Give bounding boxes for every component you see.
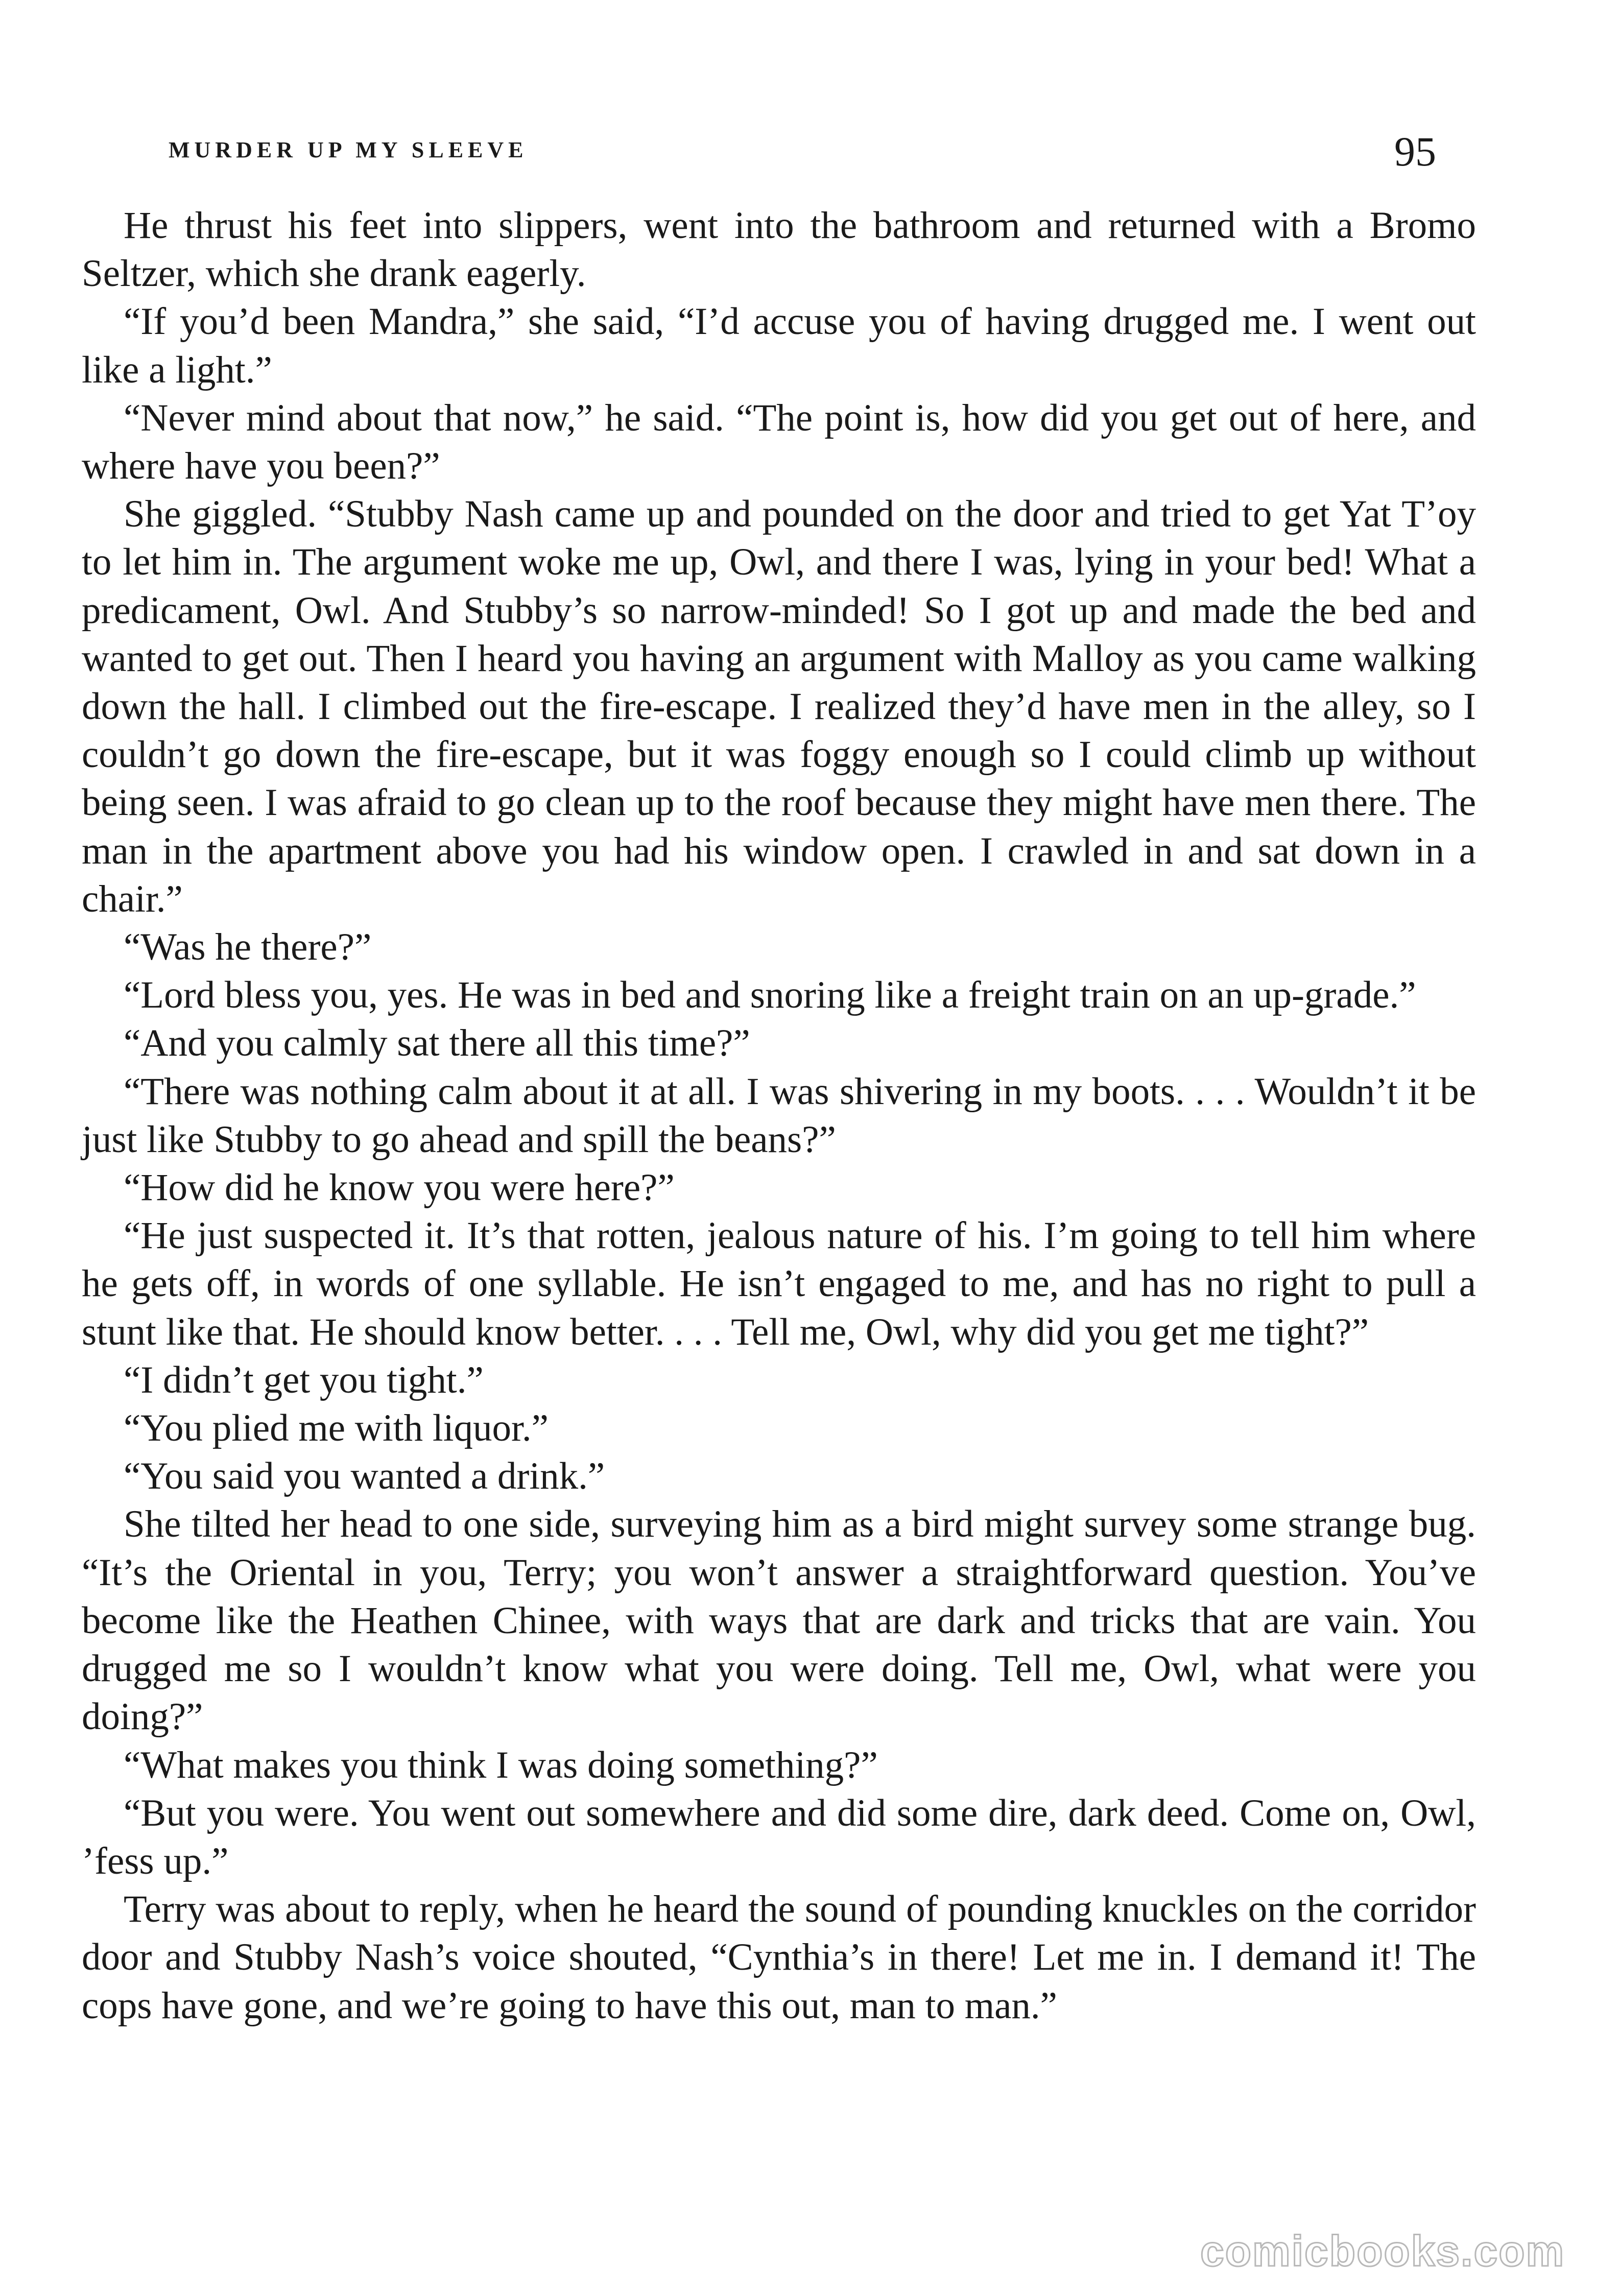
paragraph: He thrust his feet into slippers, went into the bathroom and returned with a Bromo Seltzer, which she drank eagerly.: [82, 204, 1476, 295]
paragraph: “You said you wanted a drink.”: [124, 1455, 605, 1498]
paragraph: “If you’d been Mandra,” she said, “I’d accuse you of having drugged me. I went out like a light.”: [82, 300, 1476, 391]
body-text: [82, 202, 1476, 2030]
paragraph: Terry was about to reply, when he heard the sound of pounding knuckles on the corridor door and Stubby Nash’s voice shouted, “Cynthia’s in there! Let me in. I demand it! The cops have gone, and we’re going to have this out, man to man.”: [82, 1888, 1476, 2027]
paragraph: “There was nothing calm about it at all. I was shivering in my boots. . . . Wouldn’t it be just like Stubby to go ahead and spill the beans?”: [82, 1070, 1476, 1161]
paragraph: “And you calmly sat there all this time?”: [124, 1022, 750, 1065]
paragraph: She tilted her head to one side, surveying him as a bird might survey some strange bug. “It’s the Oriental in you, Terry; you won’t answer a straightforward question. You’ve become like the Heathen Chinee, with ways that are dark and tricks that are vain. You drugged me so I wouldn’t know what you were doing. Tell me, Owl, what were you doing?”: [82, 1503, 1476, 1738]
paragraph: “Never mind about that now,” he said. “The point is, how did you get out of here, and where have you been?”: [82, 396, 1476, 488]
paragraph: “You plied me with liquor.”: [124, 1407, 549, 1450]
paragraph: “How did he know you were here?”: [124, 1166, 675, 1209]
paragraph: “What makes you think I was doing something?”: [124, 1743, 878, 1786]
paragraph: “But you were. You went out somewhere and did some dire, dark deed. Come on, Owl, ’fess up.”: [82, 1791, 1476, 1882]
paragraph: “Was he there?”: [124, 926, 372, 969]
running-title: MURDER UP MY SLEEVE: [169, 137, 528, 162]
paragraph: “He just suspected it. It’s that rotten, jealous nature of his. I’m going to tell him where he gets off, in words of one syllable. He isn’t engaged to me, and has no right to pull a stunt like that. He should know better. . . . Tell me, Owl, why did you get me tight?”: [82, 1214, 1476, 1353]
page-number: 95: [1394, 128, 1436, 175]
paragraph: “Lord bless you, yes. He was in bed and snoring like a freight train on an up-grade.”: [124, 974, 1416, 1017]
paragraph: “I didn’t get you tight.”: [124, 1358, 484, 1401]
paragraph: She giggled. “Stubby Nash came up and pounded on the door and tried to get Yat T’oy to let him in. The argument woke me up, Owl, and there I was, lying in your bed! What a predicament, Owl. And Stubby’s so narrow-minded! So I got up and made the bed and wanted to get out. Then I heard you having an argument with Malloy as you came walking down the hall. I climbed out the fire-escape. I realized they’d have men in the alley, so I couldn’t go down the fire-escape, but it was foggy enough so I could climb up without being seen. I was afraid to go clean up to the roof because they might have men there. The man in the apartment above you had his window open. I crawled in and sat down in a chair.”: [82, 493, 1476, 920]
watermark: comicbooks.com: [1200, 2227, 1565, 2275]
